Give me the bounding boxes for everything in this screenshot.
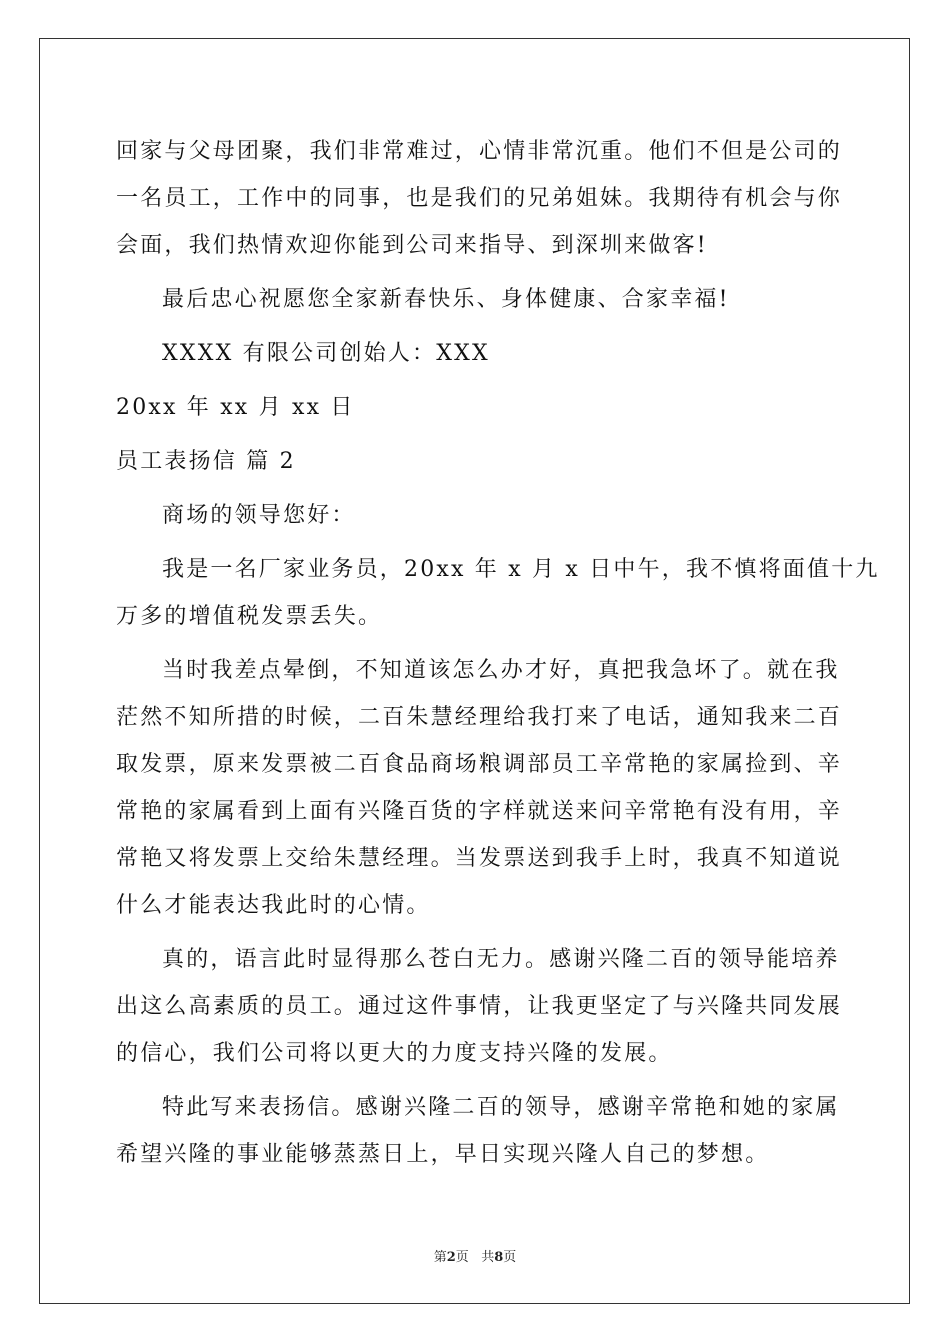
total-suffix: 页: [503, 1250, 517, 1265]
document-body: [116, 128, 880, 1178]
text-line: 回家与父母团聚，我们非常难过，心情非常沉重。他们不但是公司的: [116, 139, 843, 164]
paragraph-gratitude: [116, 936, 843, 1077]
signature-line: XXXX 有限公司创始人：XXX: [162, 341, 490, 366]
paragraph-story: [116, 647, 843, 929]
paragraph-closing-remarks: [116, 128, 843, 269]
page-current: 2: [446, 1250, 456, 1265]
text-line: 特此写来表扬信。感谢兴隆二百的领导，感谢辛常艳和她的家属: [162, 1095, 840, 1120]
text-line: 常艳的家属看到上面有兴隆百货的字样就送来问辛常艳有没有用，辛: [116, 799, 843, 824]
page-suffix: 页: [455, 1250, 469, 1265]
text-line: 什么才能表达我此时的心情。: [116, 893, 431, 918]
text-line: 的信心，我们公司将以更大的力度支持兴隆的发展。: [116, 1041, 673, 1066]
paragraph-incident: [116, 546, 880, 640]
text-line: 希望兴隆的事业能够蒸蒸日上，早日实现兴隆人自己的梦想。: [116, 1142, 770, 1167]
greeting-line: 商场的领导您好：: [162, 503, 356, 528]
page-total: 8: [494, 1250, 504, 1265]
page-footer: [0, 1246, 950, 1265]
paragraph-wishes: [116, 276, 836, 323]
text-line: 取发票，原来发票被二百食品商场粮调部员工辛常艳的家属捡到、辛: [116, 752, 843, 777]
text-line: 一名员工，工作中的同事，也是我们的兄弟姐妹。我期待有机会与你: [116, 186, 843, 211]
text-line: 真的，语言此时显得那么苍白无力。感谢兴隆二百的领导能培养: [162, 947, 840, 972]
text-line: 出这么高素质的员工。通过这件事情，让我更坚定了与兴隆共同发展: [116, 994, 843, 1019]
text-line: 会面，我们热情欢迎你能到公司来指导、到深圳来做客!: [116, 233, 708, 258]
date-line: 20xx 年 xx 月 xx 日: [116, 395, 355, 420]
section-title: 员工表扬信 篇 2: [116, 449, 296, 474]
page-prefix: 第: [433, 1250, 447, 1265]
total-prefix: 共: [481, 1250, 495, 1265]
text-line: 我是一名厂家业务员，20xx 年 x 月 x 日中午，我不慎将面值十九: [162, 557, 880, 582]
text-line: 万多的增值税发票丢失。: [116, 604, 383, 629]
text-line: 常艳又将发票上交给朱慧经理。当发票送到我手上时，我真不知道说: [116, 846, 843, 871]
text-line: 最后忠心祝愿您全家新春快乐、身体健康、合家幸福!: [162, 287, 730, 312]
paragraph-conclusion: [116, 1084, 840, 1178]
text-line: 茫然不知所措的时候，二百朱慧经理给我打来了电话，通知我来二百: [116, 705, 843, 730]
text-line: 当时我差点晕倒，不知道该怎么办才好，真把我急坏了。就在我: [162, 658, 840, 683]
